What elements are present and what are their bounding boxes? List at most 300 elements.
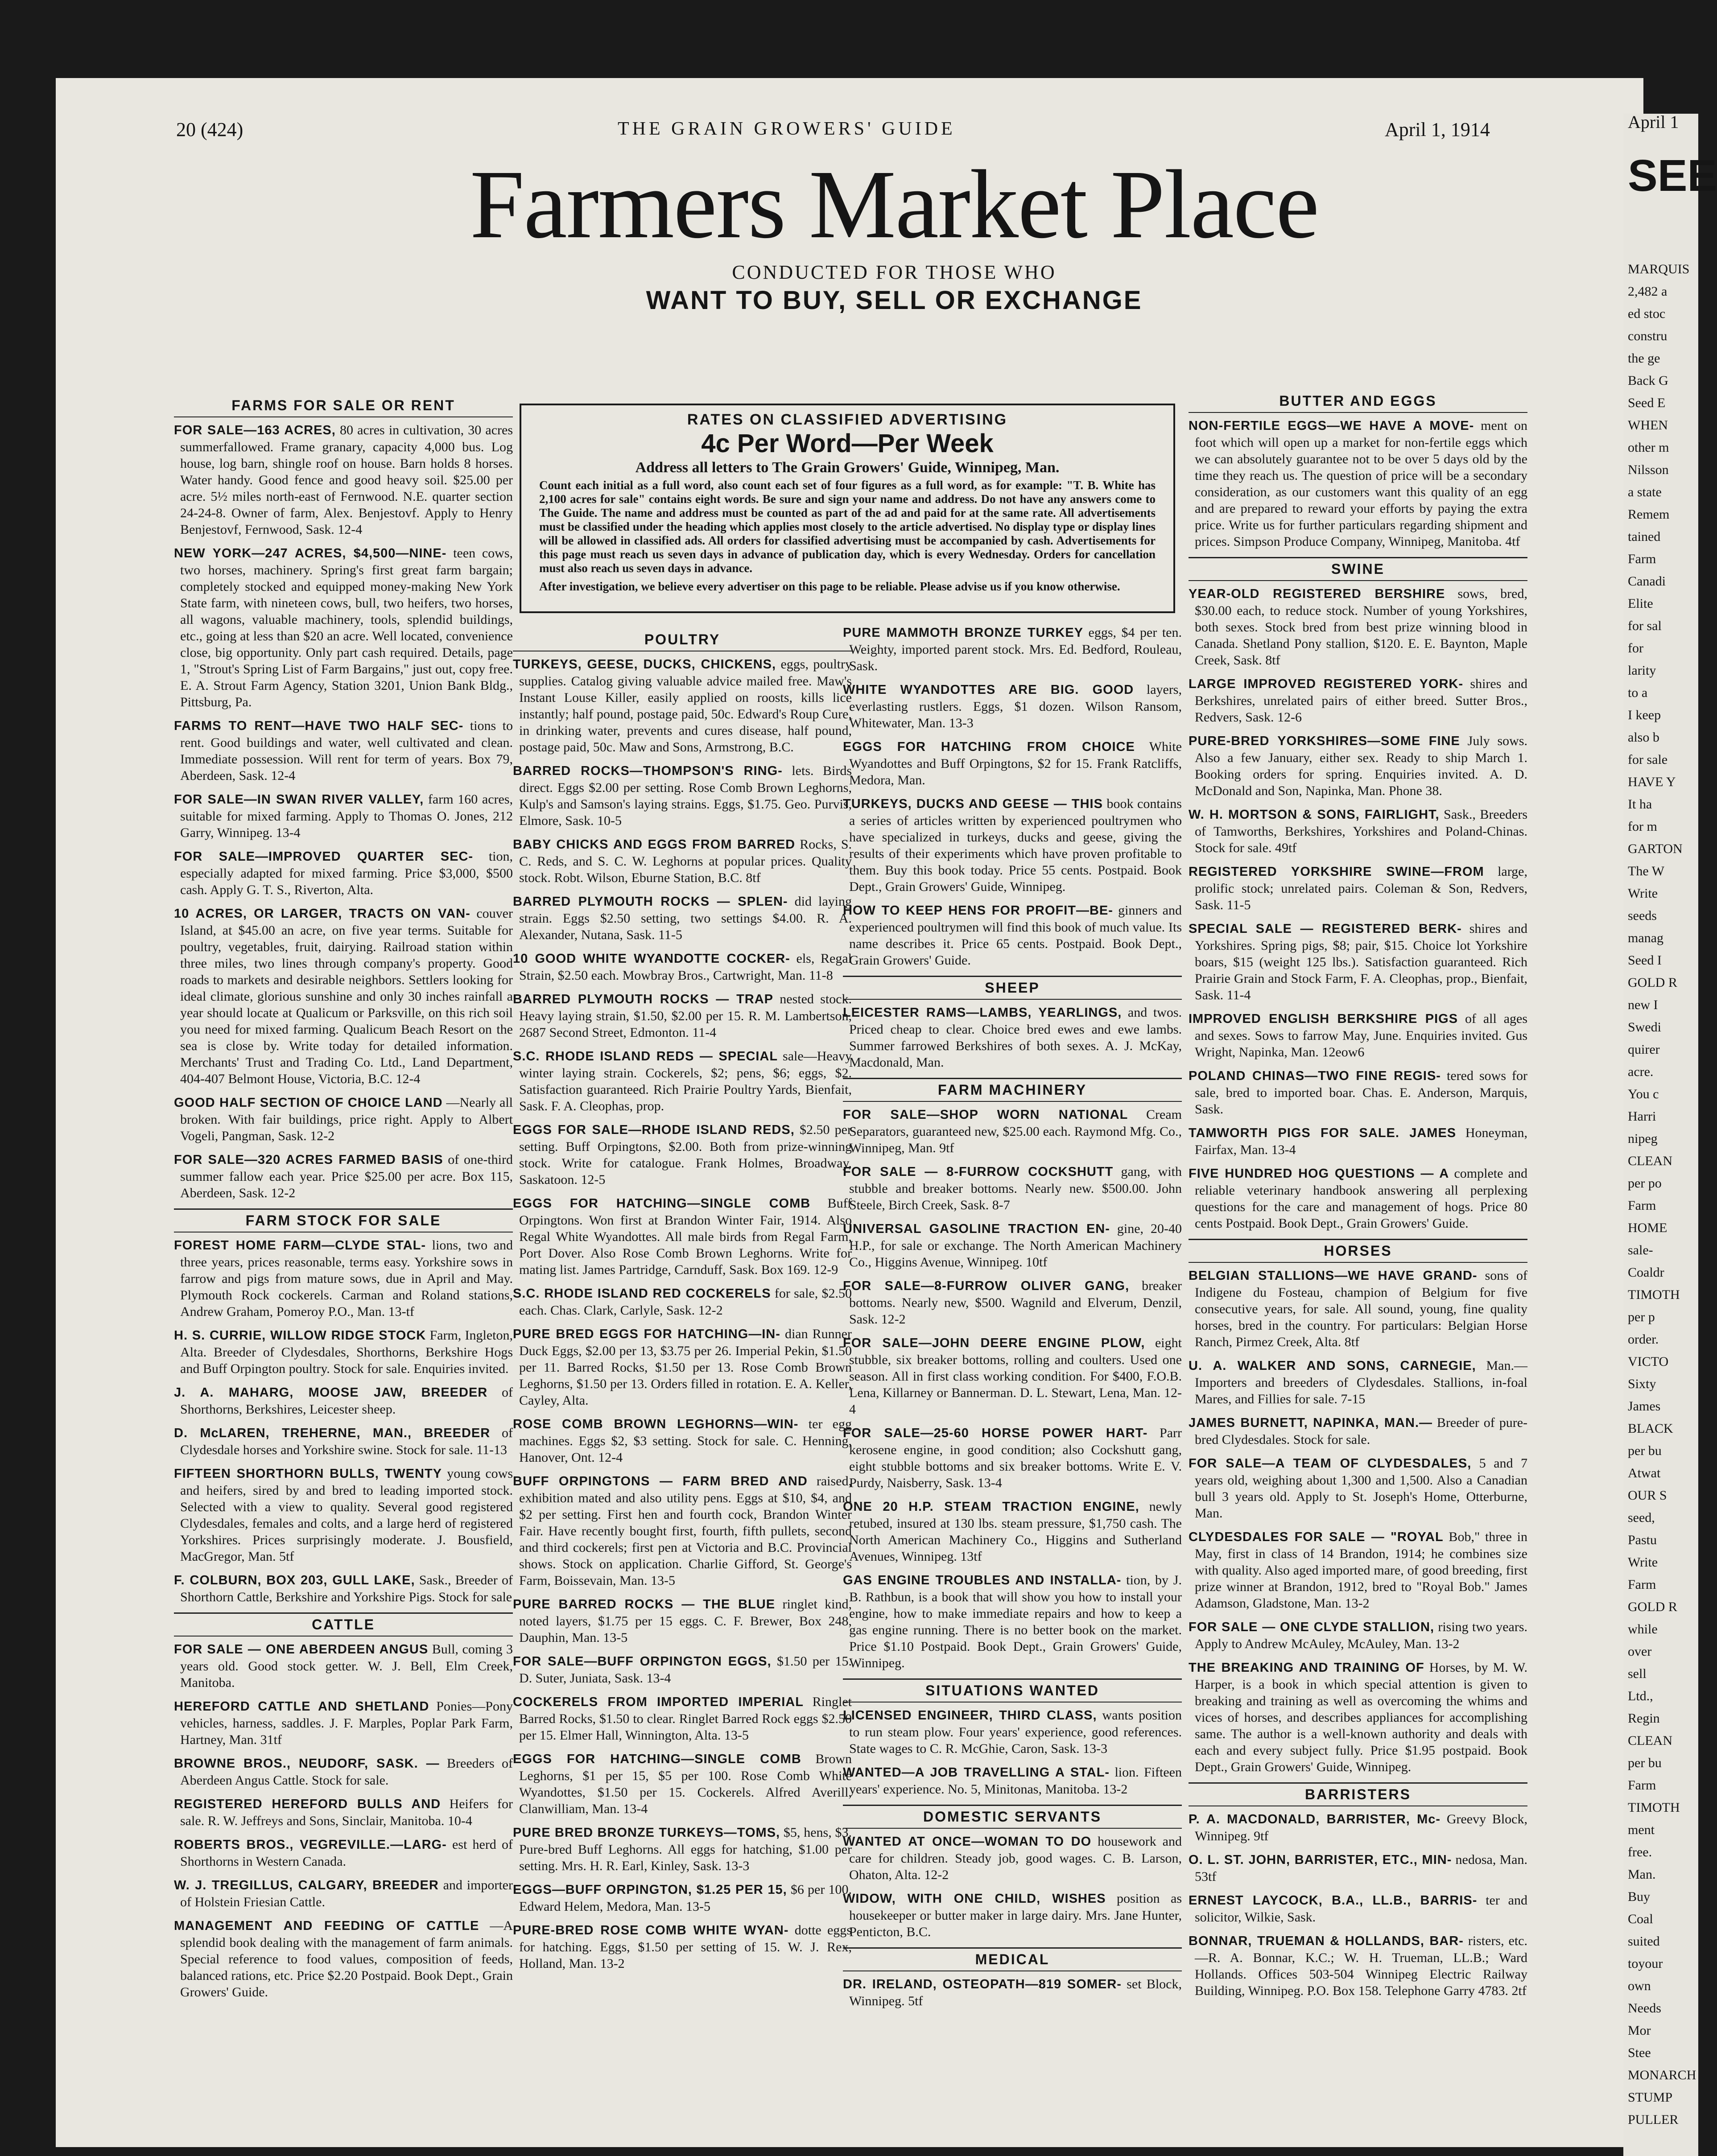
classified-ad — [174, 1151, 513, 1201]
ad-text: Breeder of pure-bred Clydesdales. Stock for sale. — [1195, 1415, 1527, 1447]
strip-line: CLEAN — [1628, 1154, 1672, 1168]
strip-line: Stee — [1628, 2045, 1651, 2060]
classified-ad — [1189, 806, 1527, 856]
classified-ad — [1189, 1165, 1527, 1232]
ad-text: Bob," three in May, first in class of 14 Brandon, 1914; he combines size with quality. Also aged imported mare, of good breeding, first prize winner at Brandon, 1912, bred to "Royal Bob." James Adamson, Gladstone, Man. 13-2 — [1195, 1529, 1528, 1611]
ad-lead: LEICESTER RAMS—LAMBS, YEARLINGS, — [843, 1006, 1122, 1020]
strip-line: ed stoc — [1628, 306, 1666, 321]
ad-lead: EGGS FOR HATCHING—SINGLE COMB — [513, 1196, 811, 1211]
ad-lead: PURE BRED BRONZE TURKEYS—TOMS, — [513, 1826, 780, 1840]
rates-note: After investigation, we believe every advertiser on this page to be reliable. Please advise us if you know otherwise. — [539, 580, 1120, 593]
ad-lead: PURE-BRED YORKSHIRES—SOME FINE — [1189, 734, 1460, 748]
ad-text: Bull, coming 3 years old. Good stock getter. W. J. Bell, Elm Creek, Manitoba. — [180, 1642, 513, 1690]
classified-ad — [513, 1824, 852, 1874]
classified-ad — [843, 1572, 1182, 1671]
classified-ad — [843, 1163, 1182, 1213]
strip-line: manag — [1628, 931, 1663, 945]
strip-line: Swedi — [1628, 1020, 1661, 1035]
strip-line: order. — [1628, 1332, 1659, 1347]
section-heading: HORSES — [1189, 1239, 1527, 1263]
strip-line: for m — [1628, 819, 1657, 834]
strip-heading: SEE — [1628, 151, 1717, 201]
ad-lead: PURE BRED EGGS FOR HATCHING—IN- — [513, 1327, 780, 1341]
classified-ad — [843, 1833, 1182, 1883]
ad-lead: J. A. MAHARG, MOOSE JAW, BREEDER — [174, 1385, 488, 1400]
column-3 — [843, 624, 1182, 2016]
classified-ad — [513, 1285, 852, 1319]
ad-text: Man.—Importers and breeders of Clydesdales. Stallions, in-foal Mares, and Fillies for sale. 7-15 — [1195, 1358, 1527, 1406]
ad-text: ter and solicitor, Wilkie, Sask. — [1195, 1893, 1527, 1925]
ad-lead: GAS ENGINE TROUBLES AND INSTALLA- — [843, 1573, 1122, 1587]
ad-text: of one-third summer fallow each year. Price $25.00 per acre. Box 115, Aberdeen, Sask. 12-2 — [180, 1152, 513, 1200]
ad-text: large, prolific stock; unrelated pairs. Coleman & Son, Redvers, Sask. 11-5 — [1195, 864, 1527, 912]
strip-line: CLEAN — [1628, 1733, 1672, 1748]
ad-text: farm 160 acres, suitable for mixed farming. Apply to Thomas O. Jones, 212 Garry, Winnipeg. 13-4 — [180, 792, 513, 840]
classified-ad — [513, 991, 852, 1041]
ad-lead: BARRED PLYMOUTH ROCKS — TRAP — [513, 992, 774, 1006]
ad-text: rising two years. Apply to Andrew McAuley, McAuley, Man. 13-2 — [1195, 1620, 1528, 1651]
classified-ad — [513, 1922, 852, 1972]
issue-date: April 1, 1914 — [1385, 119, 1490, 140]
column-1 — [174, 390, 513, 2008]
ad-text: nedosa, Man. 53tf — [1195, 1852, 1527, 1884]
ad-lead: BONNAR, TRUEMAN & HOLLANDS, BAR- — [1189, 1934, 1464, 1948]
ad-lead: EGGS FOR SALE—RHODE ISLAND REDS, — [513, 1123, 795, 1137]
strip-line: new I — [1628, 998, 1658, 1012]
classified-ad — [1189, 1529, 1527, 1612]
rates-body: Count each initial as a full word, also count each set of four figures as a full word, as for example: "T. B. White has 2,100 acres for sale" contains eight words. Be sure and sign your name and address. Do not have any answers come to The Guide. The name and address must be counted as part of the ad and paid for at the same rate. All advertisements must be classified under the heading which applies most closely to the article advertised. No display type or display lines will be allowed in classified ads. All orders for classified advertising must be accompanied by cash. Advertisements for this page must reach us seven days in advance of publication day, which is every Wednesday. Orders for cancellation must also reach us seven days in advance. — [539, 478, 1156, 575]
ad-lead: FOR SALE—163 ACRES, — [174, 423, 336, 437]
strip-line: HOME — [1628, 1220, 1667, 1235]
classified-ad — [843, 681, 1182, 731]
classified-ad — [1189, 1851, 1527, 1885]
classified-ad — [513, 1596, 852, 1646]
classified-ad — [174, 1094, 513, 1144]
ad-lead: MANAGEMENT AND FEEDING OF CATTLE — [174, 1919, 479, 1933]
classified-ad — [843, 1278, 1182, 1327]
ad-lead: ONE 20 H.P. STEAM TRACTION ENGINE, — [843, 1500, 1139, 1514]
strip-line: per bu — [1628, 1443, 1662, 1458]
ad-lead: BUFF ORPINGTONS — FARM BRED AND — [513, 1474, 808, 1488]
strip-line: sell — [1628, 1666, 1647, 1681]
strip-line: Write — [1628, 886, 1658, 901]
ad-text: raised, exhibition mated and also utility pens. Eggs at $10, $4, and $2 per setting. First hen and fourth cock, Brandon Winter Fair. Have recently bought first, fourth, fifth pullets, second and third cockerels; first pen at Victoria and B.C. Provincial shows. Stock on application. Charlie Gifford, St. George's Farm, Boissevain, Man. 13-5 — [519, 1474, 852, 1588]
ad-lead: FOR SALE—SHOP WORN NATIONAL — [843, 1108, 1128, 1122]
classified-ad — [843, 1106, 1182, 1156]
ad-lead: ROSE COMB BROWN LEGHORNS—WIN- — [513, 1417, 799, 1431]
ad-text: Ponies—Pony vehicles, harness, saddles. J. F. Marples, Poplar Park Farm, Hartney, Man. 31tf — [180, 1699, 513, 1747]
ad-lead: BELGIAN STALLIONS—WE HAVE GRAND- — [1189, 1269, 1478, 1283]
classified-ad — [513, 763, 852, 829]
classified-ad — [843, 1976, 1182, 2009]
ad-text: lets. Birds direct. Eggs $2.00 per setting. Rose Comb Brown Leghorns, Kulp's and Samson's laying strains. Eggs, $1.75. Geo. Purvis, Elmore, Sask. 10-5 — [519, 763, 852, 828]
ad-text: shires and Yorkshires. Spring pigs, $8; pair, $15. Choice lot Yorkshire boars, $15 (weight 125 lbs.). Satisfaction guaranteed. Rich Prairie Grain and Stock Farm, F. A. Cleophas, prop., Bienfait, Sask. 11-4 — [1195, 921, 1527, 1002]
ad-lead: HOW TO KEEP HENS FOR PROFIT—BE- — [843, 903, 1113, 918]
ad-text: housework and care for children. Steady job, good wages. C. B. Larson, Ohaton, Alta. 12-2 — [849, 1834, 1182, 1882]
strip-line: TIMOTH — [1628, 1800, 1680, 1815]
ad-text: of Clydesdale horses and Yorkshire swine. Stock for sale. 11-13 — [180, 1426, 513, 1457]
ad-lead: S.C. RHODE ISLAND RED COCKERELS — [513, 1286, 771, 1301]
strip-line: tained — [1628, 529, 1661, 544]
strip-line: VICTO — [1628, 1354, 1669, 1369]
ad-lead: U. A. WALKER AND SONS, CARNEGIE, — [1189, 1359, 1476, 1373]
strip-line: I keep — [1628, 708, 1661, 722]
classified-ad — [513, 893, 852, 943]
strip-line: sale- — [1628, 1243, 1653, 1257]
strip-line: a state — [1628, 485, 1662, 499]
strip-line: Regin — [1628, 1711, 1660, 1726]
ad-lead: WANTED—A JOB TRAVELLING A STAL- — [843, 1765, 1110, 1780]
strip-line: for sale — [1628, 752, 1668, 767]
ad-text: layers, everlasting rustlers. Eggs, $1 dozen. Wilson Ransom, Whitewater, Man. 13-3 — [849, 682, 1182, 730]
ad-lead: P. A. MACDONALD, BARRISTER, Mc- — [1189, 1812, 1441, 1826]
ad-text: Sask., Breeders of Tamworths, Berkshires, Yorkshires and Poland-Chinas. Stock for sale. 49tf — [1195, 807, 1527, 855]
page-number: 20 (424) — [176, 119, 244, 140]
ad-lead: FOR SALE—320 ACRES FARMED BASIS — [174, 1153, 443, 1167]
ad-lead: FIFTEEN SHORTHORN BULLS, TWENTY — [174, 1467, 442, 1481]
classified-ad — [174, 1755, 513, 1789]
strip-line: Sixty — [1628, 1377, 1656, 1391]
strip-line: suited — [1628, 1934, 1660, 1949]
strip-line: The W — [1628, 864, 1664, 878]
classified-ad — [174, 717, 513, 784]
ad-lead: ROBERTS BROS., VEGREVILLE.—LARG- — [174, 1838, 447, 1852]
section-heading: SWINE — [1189, 557, 1527, 581]
strip-line: Ltd., — [1628, 1689, 1653, 1703]
ad-lead: LICENSED ENGINEER, THIRD CLASS, — [843, 1708, 1097, 1723]
rates-price: 4c Per Word—Per Week — [701, 429, 994, 458]
classified-ad — [513, 836, 852, 886]
classified-ad — [1189, 417, 1527, 550]
ad-lead: TURKEYS, DUCKS AND GEESE — THIS — [843, 797, 1103, 811]
classified-ad — [843, 1220, 1182, 1270]
rates-heading: RATES ON CLASSIFIED ADVERTISING — [687, 411, 1008, 428]
classified-ad — [1189, 733, 1527, 799]
ad-text: risters, etc.—R. A. Bonnar, K.C.; W. H. Trueman, LL.B.; Ward Hollands. Offices 503-504 Winnipeg Electric Railway Building, Winnipeg. P.O. Box 158. Telephone Garry 4783. 2tf — [1195, 1933, 1527, 1998]
ad-lead: IMPROVED ENGLISH BERKSHIRE PIGS — [1189, 1012, 1458, 1026]
strip-line: Seed I — [1628, 953, 1662, 968]
ad-lead: REGISTERED YORKSHIRE SWINE—FROM — [1189, 865, 1484, 879]
ad-text: dian Runner Duck Eggs, $2.00 per 13, $3.75 per 26. Imperial Pekin, $1.50 per 11. Barred Rocks, $1.50 per 13. Rose Comb Brown Leghorns, $1.50 per 13. Orders filled in rotation. E. A. Keller, Cayley, Alta. — [519, 1327, 852, 1408]
classified-ad — [513, 1326, 852, 1409]
ad-lead: TURKEYS, GEESE, DUCKS, CHICKENS, — [513, 657, 776, 672]
classified-ad — [513, 1195, 852, 1278]
ad-lead: BABY CHICKS AND EGGS FROM BARRED — [513, 837, 796, 852]
strip-line: Remem — [1628, 507, 1670, 522]
ad-text: of Shorthorns, Berkshires, Leicester sheep. — [180, 1385, 513, 1417]
strip-line: acre. — [1628, 1064, 1654, 1079]
ad-lead: CLYDESDALES FOR SALE — "ROYAL — [1189, 1530, 1444, 1544]
ad-text: Ringlet Barred Rocks, $1.50 to clear. Ringlet Barred Rock eggs $2.50 per 15. Elmer Hall, Winnington, Alta. 13-5 — [519, 1694, 852, 1743]
strip-line: Farm — [1628, 1577, 1656, 1592]
classified-ad — [174, 1327, 513, 1377]
classified-ad — [174, 905, 513, 1087]
strip-line: BLACK — [1628, 1421, 1673, 1436]
strip-line: also b — [1628, 730, 1659, 745]
ad-lead: YEAR-OLD REGISTERED BERSHIRE — [1189, 587, 1445, 601]
ad-lead: F. COLBURN, BOX 203, GULL LAKE, — [174, 1573, 415, 1587]
adjacent-page-strip — [1623, 112, 1717, 2156]
strip-line: constru — [1628, 329, 1667, 343]
ad-lead: NON-FERTILE EGGS—WE HAVE A MOVE- — [1189, 419, 1474, 433]
ad-lead: BARRED PLYMOUTH ROCKS — SPLEN- — [513, 895, 788, 909]
classified-ad — [1189, 1414, 1527, 1448]
strip-line: free. — [1628, 1845, 1652, 1859]
ad-text: $5, hens, $3. Pure-bred Buff Leghorns. All eggs for hatching, $1.00 per setting. Mrs. H. R. Earl, Kinley, Sask. 13-3 — [519, 1825, 852, 1873]
ad-lead: BROWNE BROS., NEUDORF, SASK. — — [174, 1756, 440, 1771]
classified-ad — [1189, 1267, 1527, 1350]
strip-line: per po — [1628, 1176, 1662, 1191]
strip-line: own — [1628, 1979, 1651, 1993]
ad-lead: FOR SALE — ONE ABERDEEN ANGUS — [174, 1642, 429, 1657]
ad-text: White Wyandottes and Buff Orpingtons, $2 for 15. Frank Ratcliffs, Medora, Man. — [849, 739, 1182, 787]
masthead-subtitle: CONDUCTED FOR THOSE WHO — [732, 261, 1057, 283]
ad-lead: S.C. RHODE ISLAND REDS — SPECIAL — [513, 1049, 778, 1064]
strip-line: Farm — [1628, 552, 1656, 566]
classified-ad — [843, 1335, 1182, 1418]
ad-lead: PURE-BRED ROSE COMB WHITE WYAN- — [513, 1923, 789, 1938]
ad-text: ter egg machines. Eggs $2, $3 setting. Stock for sale. C. Henning, Hanover, Ont. 12-4 — [519, 1417, 852, 1465]
classified-ad — [174, 1796, 513, 1829]
strip-line: over — [1628, 1644, 1652, 1659]
classified-ad — [513, 1653, 852, 1686]
classified-ad — [174, 1237, 513, 1320]
strip-line: Write — [1628, 1555, 1658, 1570]
ad-text: wants position to run steam plow. Four years' experience, good references. State wages to C. R. McGhie, Caron, Sask. 13-3 — [849, 1708, 1182, 1756]
ad-text: gine, 20-40 H.P., for sale or exchange. The North American Machinery Co., Higgins Avenue, Winnipeg. 10tf — [849, 1221, 1182, 1270]
ad-text: Sask., Breeder of Shorthorn Cattle, Berkshire and Yorkshire Pigs. Stock for sale — [180, 1573, 513, 1604]
ad-lead: PURE MAMMOTH BRONZE TURKEY — [843, 626, 1084, 640]
strip-line: You c — [1628, 1087, 1659, 1101]
ad-text: newly retubed, insured at 130 lbs. steam pressure, $1,750 cash. The North American Machinery Co., Higgins and Sutherland Avenues, Winnipeg. 13tf — [849, 1499, 1182, 1564]
strip-line: Canadi — [1628, 574, 1666, 589]
ad-lead: D. McLAREN, TREHERNE, MAN., BREEDER — [174, 1426, 491, 1440]
ad-text: —Nearly all broken. With fair buildings, price right. Apply to Albert Vogeli, Pangman, Sask. 12-2 — [180, 1095, 513, 1143]
ad-lead: POLAND CHINAS—TWO FINE REGIS- — [1189, 1069, 1441, 1083]
ad-text: ginners and experienced poultrymen will find this book of much value. Its name describes it. Price 65 cents. Postpaid. Book Dept., Grain Growers' Guide. — [849, 903, 1182, 968]
masthead-title: Farmers Market Place — [470, 150, 1319, 259]
classified-ad — [174, 1877, 513, 1910]
ad-lead: GOOD HALF SECTION OF CHOICE LAND — [174, 1096, 443, 1110]
ad-text: did laying strain. Eggs $2.50 setting, two settings $4.00. R. A. Alexander, Nutana, Sask. 11-5 — [519, 894, 852, 942]
strip-line: Farm — [1628, 1198, 1656, 1213]
ad-text: and twos. Priced cheap to clear. Choice bred ewes and ewe lambs. Summer farrowed Berkshires of both sexes. A. J. McKay, Macdonald, Man. — [849, 1005, 1182, 1070]
ad-lead: O. L. ST. JOHN, BARRISTER, ETC., MIN- — [1189, 1853, 1452, 1867]
ad-text: tion, especially adapted for mixed farming. Price $3,000, $500 cash. Apply G. T. S., Riverton, Alta. — [180, 849, 513, 897]
newspaper-page — [56, 78, 1643, 2147]
strip-line: OUR S — [1628, 1488, 1667, 1503]
strip-line: Needs — [1628, 2001, 1661, 2016]
ad-lead: WIDOW, WITH ONE CHILD, WISHES — [843, 1892, 1106, 1906]
section-heading: POULTRY — [513, 629, 852, 651]
ad-text: eggs, $4 per ten. Weighty, imported parent stock. Mrs. Ed. Bedford, Rouleau, Sask. — [849, 625, 1182, 673]
ad-lead: FOR SALE—25-60 HORSE POWER HART- — [843, 1426, 1148, 1440]
strip-line: GARTON — [1628, 841, 1683, 856]
ad-lead: FOR SALE — ONE CLYDE STALLION, — [1189, 1620, 1435, 1634]
ad-text: sons of Indigene du Fosteau, champion of Belgium for five consecutive years, for sale. All sound, young, fine quality horses, bred in the country. For particulars: Belgian Horse Ranch, Pirmez Creek, Alta. 8tf — [1195, 1268, 1528, 1349]
classified-ad — [174, 1384, 513, 1418]
section-heading: DOMESTIC SERVANTS — [843, 1805, 1182, 1829]
strip-line: seeds — [1628, 908, 1657, 923]
classified-ad — [1189, 1068, 1527, 1117]
classified-ad — [843, 1425, 1182, 1491]
ad-text: nested stock. Heavy laying strain, $1.50, $2.00 per 15. R. M. Lambertson, 2687 Second Street, Edmonton. 11-4 — [519, 992, 852, 1040]
ad-text: eggs, poultry supplies. Catalog giving valuable advice mailed free. Maw's Instant Louse Killer, easily applied on roosts, kills lice instantly; half pound, postage paid, 50c. Edward's Roup Cure, in drinking water, prevents and cures disease, half pound, postage paid, 50c. Maw and Sons, Armstrong, B.C. — [519, 657, 852, 754]
strip-line: larity — [1628, 663, 1656, 678]
ad-lead: HEREFORD CATTLE AND SHETLAND — [174, 1699, 429, 1714]
ad-lead: FARMS TO RENT—HAVE TWO HALF SEC- — [174, 719, 464, 733]
ad-text: $6 per 100. Edward Helem, Medora, Man. 13-5 — [519, 1882, 852, 1914]
strip-line: quirer — [1628, 1042, 1660, 1057]
ad-lead: EGGS FOR HATCHING FROM CHOICE — [843, 740, 1135, 754]
ad-lead: TAMWORTH PIGS FOR SALE. JAMES — [1189, 1126, 1457, 1140]
ad-text: eight stubble, six breaker bottoms, rolling and coulters. Used one season. All in first class working condition. For $400, F.O.B. Lena, Killarney or Bannerman. D. L. Stewart, Lena, Man. 12-4 — [849, 1336, 1182, 1417]
section-heading: SHEEP — [843, 976, 1182, 1000]
classified-ad — [513, 1473, 852, 1589]
ad-lead: FOR SALE—BUFF ORPINGTON EGGS, — [513, 1654, 772, 1669]
strip-line: to a — [1628, 685, 1648, 700]
ad-text: set Block, Winnipeg. 5tf — [849, 1977, 1182, 2008]
rates-address: Address all letters to The Grain Growers' Guide, Winnipeg, Man. — [635, 459, 1060, 476]
strip-line: PULLER — [1628, 2112, 1679, 2127]
classified-ad — [513, 950, 852, 984]
ad-text: est herd of Shorthorns in Western Canada. — [180, 1837, 513, 1869]
classified-ad — [513, 1416, 852, 1466]
ad-lead: FOR SALE—IMPROVED QUARTER SEC- — [174, 849, 474, 864]
classified-ad — [513, 656, 852, 755]
ad-text: complete and reliable veterinary handbook answering all perplexing questions for the care and management of hogs. Price 80 cents Postpaid. Book Dept., Grain Growers' Guide. — [1195, 1166, 1527, 1231]
ad-lead: EGGS—BUFF ORPINGTON, $1.25 PER 15, — [513, 1883, 787, 1897]
ad-text: couver Island, at $45.00 an acre, on five year terms. Suitable for poultry, vegetables, fruit, dairying. Railroad station within three miles, two lines through company's property. Good roads to markets and desirable neighbors. Settlers looking for ideal climate, glorious sunshine and only 30 inches rainfall a year should locate at Qualicum or Parksville, on this rich soil you need for mixed farming. Qualicum Beach Resort on the sea is close by. Write today for detailed information. Merchants' Trust and Trading Co. Ltd., Land Department, 404-407 Belmont House, Victoria, B.C. 12-4 — [180, 906, 513, 1086]
ad-text: Brown Leghorns, $1 per 15, $5 per 100. Rose Comb White Wyandottes, $1.50 per 15. Cockerels. Alfred Averill, Clanwilliam, Man. 13-4 — [519, 1752, 852, 1816]
ad-lead: FIVE HUNDRED HOG QUESTIONS — A — [1189, 1167, 1449, 1181]
strip-line: 2,482 a — [1628, 284, 1667, 299]
strip-line: seed, — [1628, 1510, 1655, 1525]
strip-line: ment — [1628, 1822, 1655, 1837]
strip-line: Pastu — [1628, 1533, 1657, 1547]
ad-text: sows, bred, $30.00 each, to reduce stock. Number of young Yorkshires, both sexes. Stock bred from best prize winning blood in Canada. Shetland Pony stallion, $120. E. E. Baynton, Maple Creek, Sask. 8tf — [1195, 586, 1527, 668]
classified-ad — [843, 738, 1182, 788]
ad-text: position as housekeeper or butter maker in large dairy. Mrs. Jane Hunter, Penticton, B.C. — [849, 1891, 1182, 1939]
section-heading: CATTLE — [174, 1612, 513, 1637]
ad-text: Breeders of Aberdeen Angus Cattle. Stock for sale. — [180, 1756, 513, 1788]
ad-text: $2.50 per setting. Buff Orpingtons, $2.00. Both from prize-winning stock. Write for catalogue. Frank Holmes, Broadway, Saskatoon. 12-5 — [519, 1122, 852, 1187]
classified-ad — [1189, 920, 1527, 1003]
classified-ad — [174, 1917, 513, 2000]
section-heading: FARM STOCK FOR SALE — [174, 1208, 513, 1233]
classified-ad — [513, 1048, 852, 1114]
ad-text: of all ages and sexes. Sows to farrow May, June. Enquiries invited. Gus Wright, Napinka, Man. 12eow6 — [1195, 1011, 1528, 1059]
classified-ad — [513, 1881, 852, 1915]
classified-ad — [1189, 1455, 1527, 1521]
ad-text: July sows. Also a few January, either sex. Ready to ship March 1. Booking orders for spring. Enquiries invited. A. D. McDonald and Son, Napinka, Man. Phone 38. — [1195, 734, 1527, 798]
classified-ad — [843, 1498, 1182, 1565]
ad-text: gang, with stubble and breaker bottoms. Nearly new. $500.00. John Steele, Birch Creek, Sask. 8-7 — [849, 1164, 1182, 1212]
classified-ad — [174, 1641, 513, 1691]
ad-text: Greevy Block, Winnipeg. 9tf — [1195, 1812, 1527, 1843]
classified-ad — [843, 796, 1182, 895]
ad-text: young cows and heifers, sired by and bred to leading imported stock. Selected with a view to quality. Several good registered Clydesdales, females and colts, and a large herd of registered Yorkshires. Prices surprisingly moderate. J. Bousfield, MacGregor, Man. 5tf — [180, 1466, 513, 1564]
ad-text: for sale, $2.50 each. Chas. Clark, Carlyle, Sask. 12-2 — [519, 1286, 852, 1318]
ad-lead: FOR SALE—JOHN DEERE ENGINE PLOW, — [843, 1336, 1145, 1350]
section-heading: FARM MACHINERY — [843, 1078, 1182, 1102]
strip-line: James — [1628, 1399, 1661, 1414]
ad-lead: DR. IRELAND, OSTEOPATH—819 SOMER- — [843, 1977, 1122, 1991]
ad-text: Parr kerosene engine, in good condition; also Cockshutt gang, eight stubble bottoms and six breaker bottoms. Write E. V. Purdy, Naisberry, Sask. 13-4 — [849, 1426, 1182, 1490]
ad-lead: W. J. TREGILLUS, CALGARY, BREEDER — [174, 1878, 439, 1892]
strip-line: Farm — [1628, 1778, 1656, 1793]
ad-text: tion, by J. B. Rathbun, is a book that will show you how to install your engine, how to make immediate repairs and how to keep a gas engine running. There is no better book on the market. Price $1.10 Postpaid. Book Dept., Grain Growers' Guide, Winnipeg. — [849, 1573, 1182, 1670]
ad-lead: 10 GOOD WHITE WYANDOTTE COCKER- — [513, 952, 790, 966]
classified-ad — [1189, 1010, 1527, 1060]
section-heading: MEDICAL — [843, 1947, 1182, 1971]
ad-text: shires and Berkshires, unrelated pairs of either breed. Sutter Bros., Redvers, Sask. 12-6 — [1195, 676, 1527, 725]
strip-line: Man. — [1628, 1867, 1656, 1882]
ad-lead: FOREST HOME FARM—CLYDE STAL- — [174, 1238, 426, 1253]
classified-ad — [843, 1707, 1182, 1757]
ad-lead: FOR SALE—8-FURROW OLIVER GANG, — [843, 1279, 1130, 1293]
strip-line: the ge — [1628, 351, 1660, 366]
ad-text: book contains a series of articles written by experienced poultrymen who have specialized in turkeys, ducks and geese, giving the results of their experiments which have proven profitable to them. Buy this book today. Price 55 cents. Postpaid. Book Dept., Grain Growers' Guide, Winnipeg. — [849, 796, 1182, 894]
classified-ad — [843, 1004, 1182, 1071]
ad-text: Buff Orpingtons. Won first at Brandon Winter Fair, 1914. Also Regal White Wyandottes. All male birds from Regal Farm, Port Dover. Also Rose Comb Brown Leghorns. Write for mating list. James Partridge, Carnduff, Sask. Box 169. 12-9 — [519, 1196, 852, 1277]
ad-lead: H. S. CURRIE, WILLOW RIDGE STOCK — [174, 1328, 426, 1343]
ad-text: ment on foot which will open up a market for non-fertile eggs which we can absolutely guarantee not to be over 5 days old by the time they reach us. The question of price will be a secondary consideration, as our customers want this quality of an egg and are prepared to reward your efforts by paying the extra price. Write us for further particulars regarding shipment and prices. Simpson Produce Company, Winnipeg, Manitoba. 4tf — [1195, 418, 1527, 549]
classified-ad — [174, 1572, 513, 1605]
classified-ad — [513, 1751, 852, 1817]
classified-ad — [843, 624, 1182, 674]
classified-ad — [174, 422, 513, 538]
classified-ad — [174, 1425, 513, 1458]
classified-ad — [1189, 1619, 1527, 1652]
ad-lead: UNIVERSAL GASOLINE TRACTION EN- — [843, 1222, 1110, 1236]
strip-line: MONARCH — [1628, 2068, 1696, 2082]
strip-line: for sal — [1628, 618, 1662, 633]
strip-line: Harri — [1628, 1109, 1656, 1124]
ad-text: tions to rent. Good buildings and water, well cultivated and clean. Immediate possession. Will rent for term of years. Box 79, Aberdeen, Sask. 12-4 — [180, 718, 513, 783]
strip-line: TIMOTH — [1628, 1287, 1680, 1302]
strip-line: for — [1628, 641, 1643, 655]
classified-ad — [1189, 1357, 1527, 1407]
ad-lead: BARRED ROCKS—THOMPSON'S RING- — [513, 764, 783, 778]
ad-lead: WANTED AT ONCE—WOMAN TO DO — [843, 1834, 1092, 1849]
classified-ad — [1189, 1659, 1527, 1775]
classified-ad — [1189, 1811, 1527, 1844]
masthead-tagline: WANT TO BUY, SELL OR EXCHANGE — [646, 286, 1143, 315]
strip-line: Coal — [1628, 1912, 1653, 1926]
classified-ad — [174, 1465, 513, 1565]
strip-line: GOLD R — [1628, 1599, 1677, 1614]
strip-line: per p — [1628, 1310, 1655, 1324]
ad-text: Honeyman, Fairfax, Man. 13-4 — [1195, 1125, 1527, 1157]
ad-text: dotte eggs for hatching. Eggs, $1.50 per setting of 15. W. J. Rex, Holland, Man. 13-2 — [519, 1923, 852, 1971]
strip-line: while — [1628, 1622, 1658, 1637]
ad-text: Horses, by M. W. Harper, is a book in which special attention is given to breaking and training as well as overcoming the whims and vices of horses, and describes appliances for accomplishing same. The author is a well-known authority and deals with each and every subject fully. Price $1.95 postpaid. Book Dept., Grain Growers' Guide, Winnipeg. — [1195, 1660, 1527, 1774]
ad-text: Cream Separators, guaranteed new, $25.00 each. Raymond Mfg. Co., Winnipeg, Man. 9tf — [849, 1107, 1182, 1155]
strip-line: Mor — [1628, 2023, 1651, 2038]
classified-ad — [1189, 1933, 1527, 1999]
strip-line: WHEN — [1628, 418, 1668, 433]
ad-text: Rocks, S. C. Reds, and S. C. W. Leghorns at popular prices. Quality stock. Robt. Wilson, Eburne Station, B.C. 8tf — [519, 837, 852, 885]
ad-text: tered sows for sale, bred to imported boar. Chas. E. Anderson, Marquis, Sask. — [1195, 1068, 1527, 1117]
classified-ad — [513, 1121, 852, 1188]
ad-lead: COCKERELS FROM IMPORTED IMPERIAL — [513, 1695, 804, 1709]
classified-ad — [513, 1694, 852, 1744]
ad-text: and importer of Holstein Friesian Cattle. — [180, 1878, 513, 1909]
strip-line: Buy — [1628, 1889, 1651, 1904]
classified-ad — [174, 848, 513, 898]
strip-line: GOLD R — [1628, 975, 1677, 990]
